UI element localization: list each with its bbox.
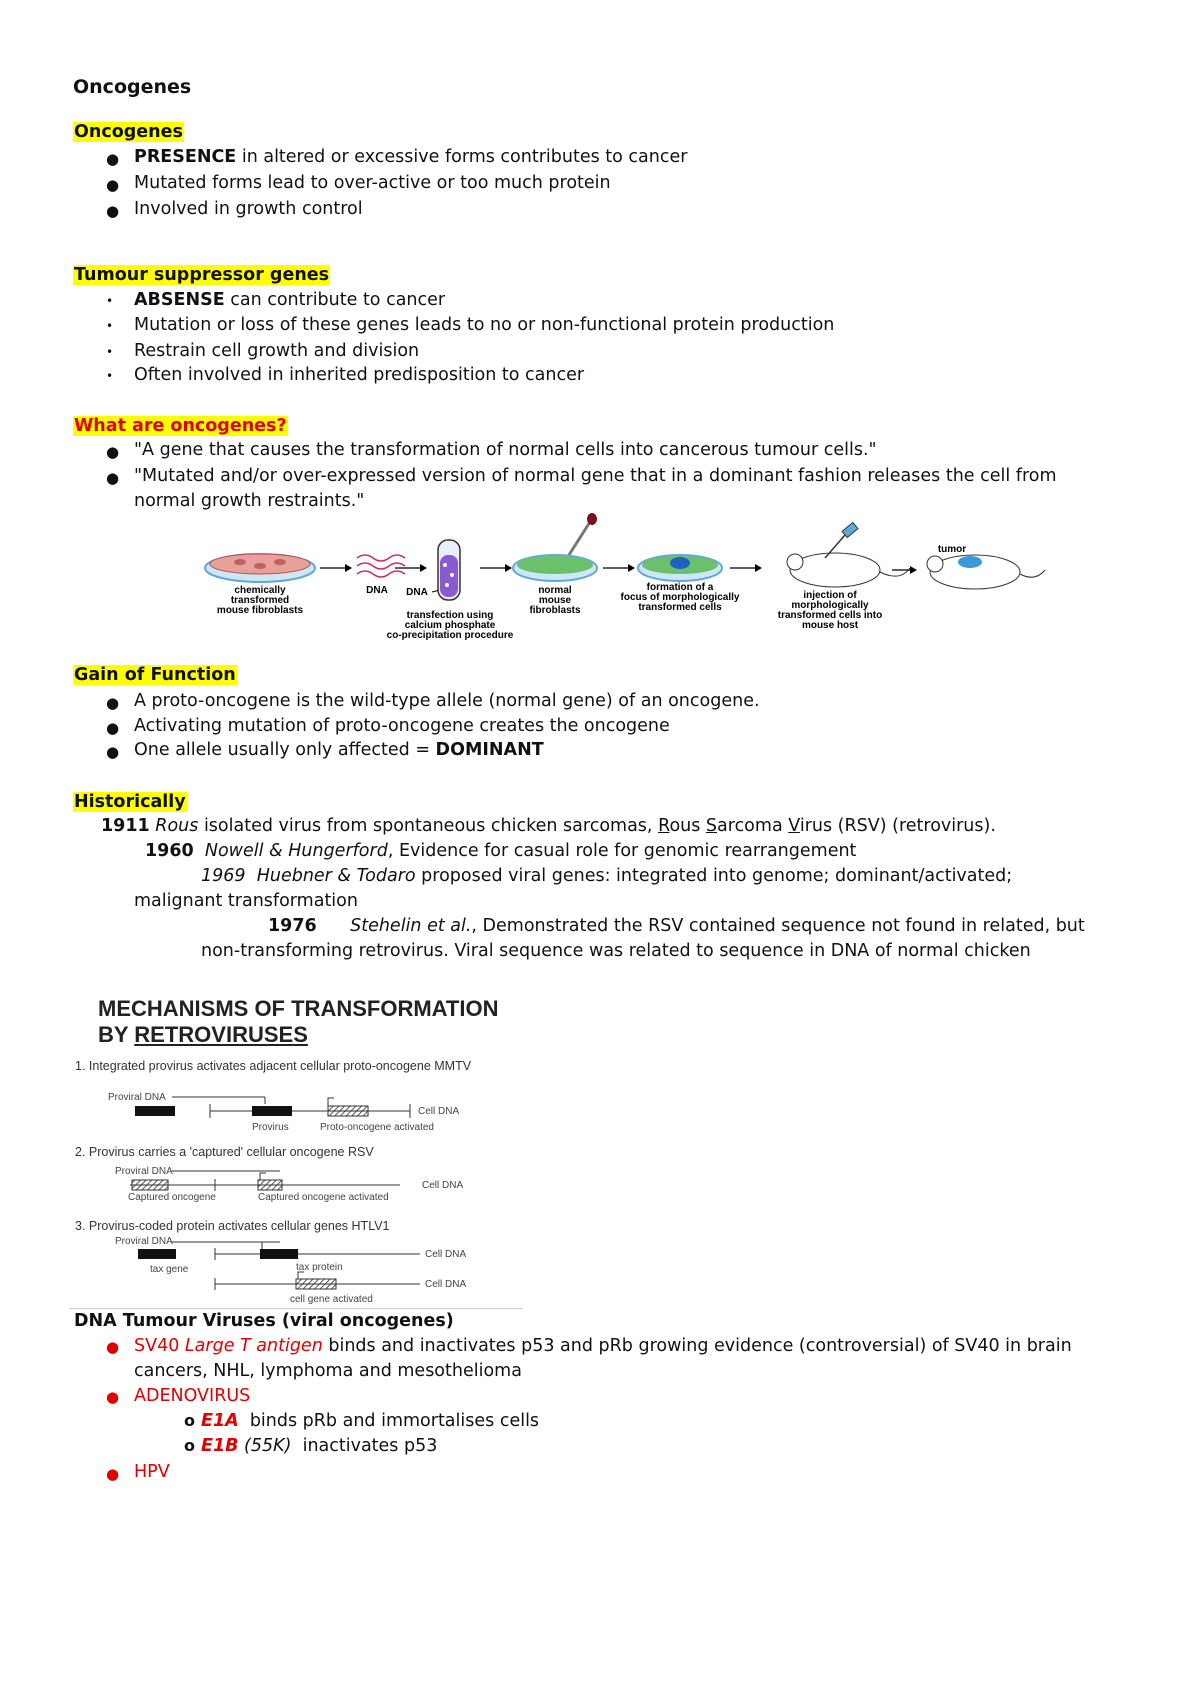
hpv: HPV bbox=[134, 1462, 170, 1482]
history-1911: 1911 Rous isolated virus from spontaneous chicken sarcomas, Rous Sarcoma Virus (RSV) (retrovirus). bbox=[101, 816, 996, 836]
m1-proviral-dna: Proviral DNA bbox=[108, 1092, 166, 1103]
sv40-line1: SV40 Large T antigen binds and inactivates p53 and pRb growing evidence (controversial) of SV40 in brain bbox=[134, 1336, 1072, 1356]
m3-proviral-dna: Proviral DNA bbox=[115, 1236, 173, 1247]
m3-cell-gene-activated: cell gene activated bbox=[290, 1294, 373, 1305]
tumour-item-4: Often involved in inherited predisposition to cancer bbox=[134, 365, 585, 385]
m2-captured-oncogene: Captured oncogene bbox=[128, 1192, 216, 1203]
label-injection: injection of bbox=[803, 590, 857, 601]
oncogene-item-2: Mutated forms lead to over-active or too much protein bbox=[134, 173, 611, 193]
what-item-2-line1: "Mutated and/or over-expressed version of normal gene that in a dominant fashion releases the cell from bbox=[134, 466, 1057, 486]
m3-tax-protein: tax protein bbox=[296, 1262, 343, 1273]
history-1960: 1960 Nowell & Hungerford, Evidence for casual role for genomic rearrangement bbox=[145, 841, 857, 861]
bullet-icon: ● bbox=[106, 176, 120, 194]
label-tumor: tumor bbox=[937, 544, 967, 555]
gain-item-3: One allele usually only affected = DOMINANT bbox=[134, 740, 544, 760]
bullet-icon: ● bbox=[106, 743, 120, 761]
bullet-icon: ● bbox=[106, 443, 120, 461]
label-fibroblasts: fibroblasts bbox=[529, 605, 581, 616]
label-morphologically: morphologically bbox=[791, 600, 869, 611]
e1b-item: E1B (55K) inactivates p53 bbox=[201, 1436, 438, 1456]
dna-strands-icon bbox=[357, 555, 405, 577]
bullet-icon: • bbox=[106, 294, 114, 308]
oncogene-item-1: PRESENCE in altered or excessive forms contributes to cancer bbox=[134, 147, 688, 167]
m3-tax-gene: tax gene bbox=[150, 1264, 189, 1275]
label-focus: focus of morphologically bbox=[620, 592, 740, 603]
petri-dish-chemically-transformed bbox=[205, 554, 315, 582]
mouse-tumor-icon bbox=[927, 555, 1045, 589]
figure-divider bbox=[70, 1308, 522, 1309]
mechanisms-title-1: MECHANISMS OF TRANSFORMATION bbox=[98, 996, 499, 1021]
sub-bullet-marker: o bbox=[184, 1411, 195, 1430]
label-dna-tube: DNA bbox=[406, 587, 428, 598]
what-item-2-line2: normal growth restraints." bbox=[134, 491, 365, 511]
mouse-host-icon bbox=[787, 522, 910, 587]
label-transformed-cells: transformed cells bbox=[638, 602, 722, 613]
history-1976: 1976 Stehelin et al., Demonstrated the RSV contained sequence not found in related, but bbox=[268, 916, 1085, 936]
history-1969-line2: malignant transformation bbox=[134, 891, 358, 911]
label-chemically: chemically bbox=[234, 585, 286, 596]
heading-dna-tumour-viruses: DNA Tumour Viruses (viral oncogenes) bbox=[74, 1311, 454, 1331]
m3-cell-dna-1: Cell DNA bbox=[425, 1249, 467, 1260]
bullet-icon: • bbox=[106, 319, 114, 333]
gain-item-1: A proto-oncogene is the wild-type allele (normal gene) of an oncogene. bbox=[134, 691, 760, 711]
label-mouse: mouse bbox=[538, 595, 572, 606]
presence-bold: PRESENCE bbox=[134, 147, 237, 167]
tumour-item-1: ABSENSE can contribute to cancer bbox=[134, 290, 446, 310]
adenovirus: ADENOVIRUS bbox=[134, 1386, 251, 1406]
transfection-figure bbox=[195, 510, 1055, 645]
bullet-icon: ● bbox=[106, 1465, 120, 1483]
bullet-icon: ● bbox=[106, 1338, 120, 1356]
label-normal: normal bbox=[538, 585, 572, 596]
heading-oncogenes: Oncogenes bbox=[74, 122, 183, 142]
history-1976-line2: non-transforming retrovirus. Viral sequence was related to sequence in DNA of normal chicken bbox=[201, 941, 1031, 961]
m1-proto-oncogene: Proto-oncogene activated bbox=[320, 1122, 434, 1133]
m2-proviral-dna: Proviral DNA bbox=[115, 1166, 173, 1177]
label-calcium: calcium phosphate bbox=[404, 620, 496, 631]
gain-item-2: Activating mutation of proto-oncogene creates the oncogene bbox=[134, 716, 670, 736]
m1-cell-dna: Cell DNA bbox=[418, 1106, 460, 1117]
m1-block bbox=[135, 1106, 175, 1116]
label-transfection: transfection using bbox=[406, 610, 494, 621]
label-transformed: transformed bbox=[230, 595, 290, 606]
heading-gain-of-function: Gain of Function bbox=[74, 665, 236, 685]
m1-provirus: Provirus bbox=[252, 1122, 289, 1133]
test-tube-icon bbox=[438, 540, 460, 600]
bullet-icon: ● bbox=[106, 694, 120, 712]
mechanisms-title-2: BY RETROVIRUSES bbox=[98, 1022, 308, 1047]
sub-bullet-marker: o bbox=[184, 1436, 195, 1455]
label-mouse-fibroblasts: mouse fibroblasts bbox=[216, 605, 304, 616]
bullet-icon: ● bbox=[106, 202, 120, 220]
heading-what-are-oncogenes: What are oncogenes? bbox=[74, 416, 287, 436]
heading-tumour-suppressor: Tumour suppressor genes bbox=[74, 265, 330, 285]
mechanism-3-label: 3. Provirus-coded protein activates cellular genes HTLV1 bbox=[75, 1219, 390, 1233]
bullet-icon: ● bbox=[106, 1388, 120, 1406]
bullet-icon: ● bbox=[106, 150, 120, 168]
what-item-1: "A gene that causes the transformation of normal cells into cancerous tumour cells." bbox=[134, 440, 877, 460]
bullet-icon: • bbox=[106, 345, 114, 359]
tumour-item-2: Mutation or loss of these genes leads to no or non-functional protein production bbox=[134, 315, 835, 335]
m2-cell-dna: Cell DNA bbox=[422, 1180, 464, 1191]
label-dna: DNA bbox=[366, 585, 388, 596]
bullet-icon: ● bbox=[106, 719, 120, 737]
e1a-item: E1A binds pRb and immortalises cells bbox=[201, 1411, 540, 1431]
label-transformed-into: transformed cells into bbox=[777, 610, 883, 621]
heading-historically: Historically bbox=[74, 792, 186, 812]
petri-dish-normal bbox=[513, 513, 597, 581]
sv40-line2: cancers, NHL, lymphoma and mesothelioma bbox=[134, 1361, 522, 1381]
bullet-icon: ● bbox=[106, 469, 120, 487]
oncogene-item-3: Involved in growth control bbox=[134, 199, 363, 219]
label-mouse-host: mouse host bbox=[801, 620, 859, 631]
tumour-item-3: Restrain cell growth and division bbox=[134, 341, 420, 361]
bullet-icon: • bbox=[106, 369, 114, 383]
label-formation: formation of a bbox=[646, 582, 714, 593]
m2-captured-activated: Captured oncogene activated bbox=[258, 1192, 389, 1203]
petri-dish-focus bbox=[638, 555, 722, 581]
retrovirus-mechanisms-figure bbox=[70, 1052, 530, 1308]
doc-title: Oncogenes bbox=[73, 76, 192, 98]
label-coprecipitation: co-precipitation procedure bbox=[386, 630, 514, 641]
mechanism-1-label: 1. Integrated provirus activates adjacent cellular proto-oncogene MMTV bbox=[75, 1059, 472, 1073]
history-1969: 1969 Huebner & Todaro proposed viral genes: integrated into genome; dominant/activated; bbox=[201, 866, 1013, 886]
mechanism-2-label: 2. Provirus carries a 'captured' cellular oncogene RSV bbox=[75, 1145, 374, 1159]
m3-cell-dna-2: Cell DNA bbox=[425, 1279, 467, 1290]
